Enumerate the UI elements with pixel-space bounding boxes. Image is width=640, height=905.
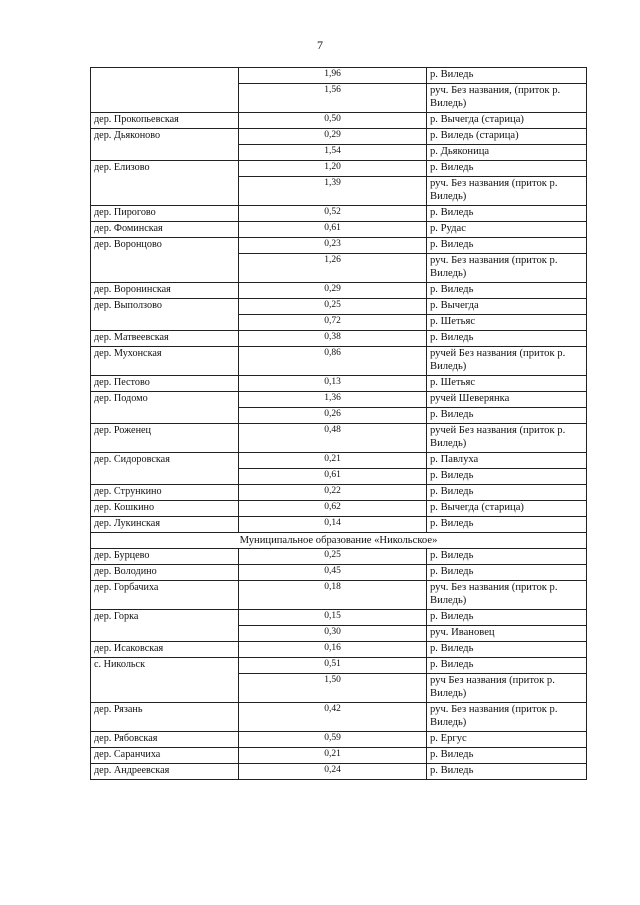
distance-cell: 0,29 [239, 283, 427, 299]
water-body-cell: руч Без названия (приток р. Виледь) [427, 674, 587, 703]
distance-cell: 0,22 [239, 485, 427, 501]
distance-cell: 0,24 [239, 764, 427, 780]
table-row [91, 732, 587, 748]
distance-cell: 0,59 [239, 732, 427, 748]
table-row [91, 748, 587, 764]
settlement-cell: дер. Прокопьевская [91, 113, 239, 129]
distance-cell: 0,62 [239, 501, 427, 517]
water-body-cell: р. Павлуха [427, 453, 587, 469]
table-row [91, 222, 587, 238]
water-body-cell: р. Шетьяс [427, 376, 587, 392]
distance-cell: 0,26 [239, 408, 427, 424]
distance-cell: 0,86 [239, 347, 427, 376]
settlement-cell: дер. Андреевская [91, 764, 239, 780]
settlement-cell: дер. Пирогово [91, 206, 239, 222]
settlement-cell: дер. Елизово [91, 161, 239, 206]
table-row [91, 610, 587, 626]
distance-cell: 0,61 [239, 469, 427, 485]
distance-cell: 0,50 [239, 113, 427, 129]
distance-cell: 0,48 [239, 424, 427, 453]
water-body-cell: р. Виледь [427, 331, 587, 347]
settlement-cell: дер. Подомо [91, 392, 239, 424]
water-body-cell: ручей Шеверянка [427, 392, 587, 408]
distance-cell: 0,61 [239, 222, 427, 238]
settlement-cell: дер. Рябовская [91, 732, 239, 748]
water-body-cell: р. Виледь [427, 283, 587, 299]
table-row [91, 129, 587, 145]
settlement-cell: дер. Роженец [91, 424, 239, 453]
section-header-row [91, 533, 587, 549]
water-body-cell: р. Виледь (старица) [427, 129, 587, 145]
water-body-cell: р. Виледь [427, 565, 587, 581]
distance-cell: 1,56 [239, 84, 427, 113]
settlement-cell: дер. Пестово [91, 376, 239, 392]
settlement-cell: дер. Исаковская [91, 642, 239, 658]
water-body-cell: руч. Без названия (приток р. Виледь) [427, 254, 587, 283]
table-body-part-1 [91, 68, 587, 533]
water-body-cell: р. Вычегда (старица) [427, 113, 587, 129]
distance-cell: 0,38 [239, 331, 427, 347]
water-body-cell: р. Виледь [427, 764, 587, 780]
table-row [91, 347, 587, 376]
table-row [91, 113, 587, 129]
water-body-cell: руч. Без названия (приток р. Виледь) [427, 581, 587, 610]
distance-cell: 0,25 [239, 299, 427, 315]
water-body-cell: р. Виледь [427, 748, 587, 764]
settlement-cell [91, 68, 239, 113]
table-row [91, 392, 587, 408]
water-body-cell: р. Дьяконица [427, 145, 587, 161]
water-body-cell: р. Виледь [427, 161, 587, 177]
water-body-cell: р. Виледь [427, 408, 587, 424]
table-row [91, 501, 587, 517]
distance-cell: 0,29 [239, 129, 427, 145]
settlement-cell: дер. Сидоровская [91, 453, 239, 485]
distance-cell: 1,50 [239, 674, 427, 703]
distance-cell: 0,23 [239, 238, 427, 254]
distance-cell: 0,15 [239, 610, 427, 626]
water-body-cell: руч. Без названия, (приток р. Виледь) [427, 84, 587, 113]
settlement-cell: дер. Стрункино [91, 485, 239, 501]
settlement-cell: дер. Кошкино [91, 501, 239, 517]
settlement-cell: дер. Володино [91, 565, 239, 581]
table-row [91, 642, 587, 658]
distance-cell: 0,51 [239, 658, 427, 674]
water-body-cell: р. Виледь [427, 610, 587, 626]
settlement-cell: дер. Воронинская [91, 283, 239, 299]
settlement-cell: дер. Мухонская [91, 347, 239, 376]
table-row [91, 68, 587, 84]
distance-cell: 0,72 [239, 315, 427, 331]
section-title: Муниципальное образование «Никольское» [91, 533, 587, 549]
distance-cell: 1,20 [239, 161, 427, 177]
settlement-cell: дер. Рязань [91, 703, 239, 732]
settlement-cell: дер. Матвеевская [91, 331, 239, 347]
settlement-cell: дер. Воронцово [91, 238, 239, 283]
table-row [91, 485, 587, 501]
water-body-cell: р. Виледь [427, 485, 587, 501]
table-row [91, 581, 587, 610]
water-body-cell: р. Виледь [427, 238, 587, 254]
table-row [91, 238, 587, 254]
settlement-water-table [90, 67, 587, 780]
distance-cell: 0,25 [239, 549, 427, 565]
table-row [91, 424, 587, 453]
distance-cell: 0,42 [239, 703, 427, 732]
table-body-part-2 [91, 549, 587, 780]
water-body-cell: руч. Без названия (приток р. Виледь) [427, 703, 587, 732]
distance-cell: 1,39 [239, 177, 427, 206]
distance-cell: 0,18 [239, 581, 427, 610]
water-body-cell: р. Виледь [427, 517, 587, 533]
table-row [91, 283, 587, 299]
settlement-cell: дер. Фоминская [91, 222, 239, 238]
settlement-cell: дер. Лукинская [91, 517, 239, 533]
distance-cell: 0,21 [239, 453, 427, 469]
page-number: 7 [317, 38, 323, 52]
water-body-cell: р. Виледь [427, 469, 587, 485]
table-row [91, 206, 587, 222]
table-row [91, 549, 587, 565]
water-body-cell: р. Виледь [427, 68, 587, 84]
settlement-cell: дер. Саранчиха [91, 748, 239, 764]
water-body-cell: р. Виледь [427, 549, 587, 565]
distance-cell: 0,52 [239, 206, 427, 222]
settlement-cell: дер. Бурцево [91, 549, 239, 565]
distance-cell: 1,96 [239, 68, 427, 84]
table-row [91, 764, 587, 780]
table-row [91, 517, 587, 533]
distance-cell: 1,54 [239, 145, 427, 161]
water-body-cell: р. Виледь [427, 206, 587, 222]
water-body-cell: р. Вычегда [427, 299, 587, 315]
settlement-cell: дер. Дьяконово [91, 129, 239, 161]
water-body-cell: р. Виледь [427, 658, 587, 674]
distance-cell: 0,45 [239, 565, 427, 581]
table-row [91, 299, 587, 315]
settlement-cell: дер. Горка [91, 610, 239, 642]
distance-cell: 0,13 [239, 376, 427, 392]
settlement-cell: дер. Выползово [91, 299, 239, 331]
water-body-cell: р. Ергус [427, 732, 587, 748]
distance-cell: 0,14 [239, 517, 427, 533]
water-body-cell: р. Шетьяс [427, 315, 587, 331]
distance-cell: 0,21 [239, 748, 427, 764]
table-row [91, 565, 587, 581]
distance-cell: 0,16 [239, 642, 427, 658]
water-body-cell: руч. Без названия (приток р. Виледь) [427, 177, 587, 206]
settlement-cell: дер. Горбачиха [91, 581, 239, 610]
table-row [91, 376, 587, 392]
water-body-cell: руч. Ивановец [427, 626, 587, 642]
distance-cell: 1,36 [239, 392, 427, 408]
distance-cell: 0,30 [239, 626, 427, 642]
table-row [91, 331, 587, 347]
settlement-cell: с. Никольск [91, 658, 239, 703]
section-header-group [91, 533, 587, 549]
distance-cell: 1,26 [239, 254, 427, 283]
water-body-cell: р. Рудас [427, 222, 587, 238]
water-body-cell: ручей Без названия (приток р. Виледь) [427, 424, 587, 453]
table-row [91, 161, 587, 177]
water-body-cell: р. Вычегда (старица) [427, 501, 587, 517]
table-row [91, 658, 587, 674]
table-row [91, 453, 587, 469]
water-body-cell: р. Виледь [427, 642, 587, 658]
table-row [91, 703, 587, 732]
water-body-cell: ручей Без названия (приток р. Виледь) [427, 347, 587, 376]
